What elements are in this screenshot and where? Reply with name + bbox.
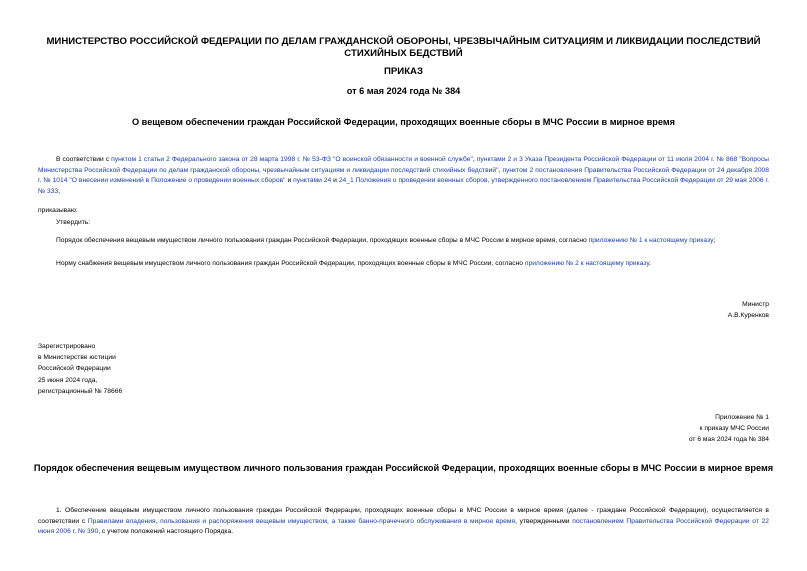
document-type: ПРИКАЗ <box>384 66 423 77</box>
registration-line: 25 июня 2024 года, <box>38 376 98 384</box>
link-point-24-1[interactable]: 24_1 Положения о проведении военных сборов, утвержденного постановлением Правительства Российской Федерации от 29 мая 2006 г. № 333 <box>38 177 770 195</box>
registration-line: регистрационный № 78666 <box>38 387 123 395</box>
document-subject: О вещевом обеспечении граждан Российской Федерации, проходящих военные сборы в МЧС России в мирное время <box>131 117 676 127</box>
item-1-text: Порядок обеспечения вещевым имуществом личного пользования граждан Российской Федерации, проходящих военные сборы в МЧС России в мирное время, согласно <box>56 237 589 244</box>
appendix-line: от 6 мая 2024 года № 384 <box>688 436 769 444</box>
registration-line: в Министерстве юстиции <box>38 354 116 362</box>
appendix-line: к приказу МЧС России <box>699 425 769 433</box>
link-federal-law[interactable]: пунктом 1 статьи 2 Федерального закона от 28 марта 1998 г. № 53-ФЗ "О воинской обязанности и военной службе" <box>111 156 473 163</box>
registration-line: Российской Федерации <box>38 365 111 373</box>
appendix-line: Приложение № 1 <box>715 414 769 421</box>
signer-position: Министр <box>742 301 769 308</box>
registration-line: Зарегистрировано <box>38 343 96 350</box>
order-item-2 <box>38 259 769 270</box>
preamble-text: и <box>331 177 339 185</box>
procedure-title: Порядок обеспечения вещевым имуществом личного пользования граждан Российской Федерации, проходящих военные сборы в МЧС России в мирное время <box>33 463 774 473</box>
procedure-text: , утвержденными <box>515 517 573 525</box>
link-government-resolution-1014[interactable]: пунктом 2 постановления Правительства Российской Федерации от 24 декабря 2008 г. № 1014 "О внесении изменений в Положение о проведении военных сборов" <box>38 166 769 185</box>
procedure-text: , с учетом положений настоящего Порядка. <box>98 528 234 536</box>
signer-name: А.В.Куренков <box>727 311 769 319</box>
link-president-decree[interactable]: пунктами 2 и 3 Указа Президента Российской Федерации от 11 июля 2004 г. № 868 "Вопросы Министерства Российской Федерации по делам гражданской обороны, чрезвычайным ситуациям и ликвидации последствий стихийных бедствий" <box>38 156 769 174</box>
link-appendix-2[interactable]: приложению № 2 к настоящему приказу <box>524 260 650 267</box>
preamble-text: , <box>472 156 477 163</box>
order-item-1 <box>38 236 769 247</box>
preamble-text: и <box>285 177 294 185</box>
item-2-text: Норму снабжения вещевым имуществом личного пользования граждан Российской Федерации, проходящих военные сборы в МЧС России, согласно <box>56 260 525 267</box>
link-government-resolution-390[interactable]: постановлением Правительства Российской Федерации от 22 июня 2006 г. № 390 <box>38 517 769 536</box>
preamble-text: , <box>58 187 61 195</box>
procedure-paragraph-1 <box>38 506 769 538</box>
item-2-end: . <box>649 260 651 267</box>
agency-name: МИНИСТЕРСТВО РОССИЙСКОЙ ФЕДЕРАЦИИ ПО ДЕЛАМ ГРАЖДАНСКОЙ ОБОРОНЫ, ЧРЕЗВЫЧАЙНЫМ СИТУАЦИЯМ И ЛИКВИДАЦИИ ПОСЛЕДСТВИЙ СТИХИЙНЫХ БЕДСТВИЙ <box>46 36 761 59</box>
order-word: приказываю: <box>38 207 78 214</box>
preamble-text: , <box>498 166 503 174</box>
link-property-rules[interactable]: Правилами владения, пользования и распоряжения вещевым имуществом, а также банно-прачечного обслуживания в мирное время <box>87 517 516 525</box>
link-appendix-1[interactable]: приложению № 1 к настоящему приказу <box>588 237 714 244</box>
signature-block <box>728 300 769 321</box>
procedure-text: 1. Обеспечение вещевым имуществом личного пользования граждан Российской Федерации, проходящих военные сборы в МЧС России в мирное время (далее - граждане Российской Федерации), осуществляется в соответствии с <box>38 507 769 525</box>
preamble-paragraph <box>38 155 769 197</box>
preamble-text: В соответствии с <box>56 156 112 163</box>
item-1-end: ; <box>713 237 716 244</box>
document-date-number: от 6 мая 2024 года № 384 <box>346 86 461 96</box>
link-point-24[interactable]: пунктами 24 <box>293 177 332 185</box>
appendix-header <box>689 412 769 446</box>
registration-block <box>38 341 122 397</box>
approve-word: Утвердить: <box>56 219 91 226</box>
